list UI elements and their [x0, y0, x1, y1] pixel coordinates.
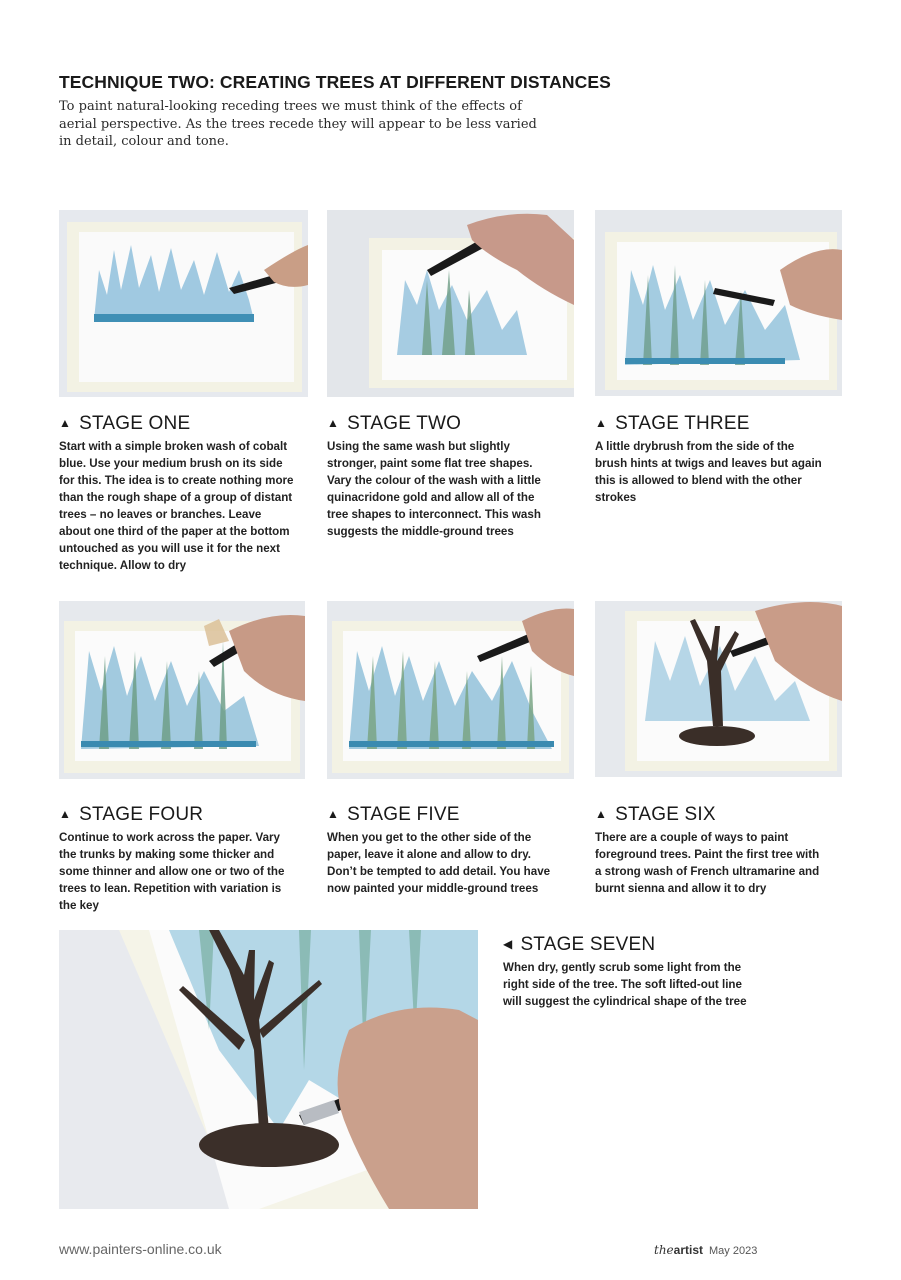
- triangle-up-icon: ▲: [59, 416, 72, 430]
- stage-two-text: Using the same wash but slightly stronger, paint some flat tree shapes. Vary the colour of the wash with a little quinacridone gold and allow all of the tree shapes to interconnect. This wash suggests the middle-ground trees: [327, 440, 541, 538]
- stage-four-text: Continue to work across the paper. Vary the trunks by making some thicker and some thinner and allow one or two of the trees to lean. Repetition with variation is the key: [59, 831, 285, 912]
- stage-six-caption: [595, 804, 823, 897]
- stage-four-heading: [59, 804, 294, 826]
- stage-six-photo: [595, 601, 842, 777]
- intro-paragraph: To paint natural-looking receding trees we must think of the effects of aerial perspective. As the trees recede they will appear to be less varied in detail, colour and tone.: [59, 99, 537, 149]
- logo-the: the: [654, 1243, 674, 1257]
- stage-seven-heading: [503, 934, 753, 956]
- stage-three-title: STAGE THREE: [615, 413, 750, 434]
- triangle-up-icon: ▲: [595, 807, 608, 821]
- stage-seven-title: STAGE SEVEN: [520, 934, 656, 955]
- stage-five-heading: [327, 804, 555, 826]
- footer-website-link[interactable]: www.painters-online.co.uk: [59, 1241, 222, 1257]
- stage-five-title: STAGE FIVE: [347, 804, 460, 825]
- stage-two-title: STAGE TWO: [347, 413, 462, 434]
- stage-five-photo: [327, 601, 574, 779]
- magazine-logo: [654, 1243, 703, 1257]
- triangle-up-icon: ▲: [59, 807, 72, 821]
- stage-seven-photo: [59, 930, 478, 1209]
- stage-five-caption: [327, 804, 555, 897]
- stage-seven-caption: [503, 934, 753, 1010]
- stage-two-heading: [327, 413, 555, 435]
- stage-four-caption: [59, 804, 294, 914]
- stage-three-caption: [595, 413, 823, 506]
- triangle-left-icon: ◀: [503, 937, 513, 951]
- stage-one-title: STAGE ONE: [79, 413, 191, 434]
- stage-seven-text: When dry, gently scrub some light from the right side of the tree. The soft lifted-out line will suggest the cylindrical shape of the tree: [503, 961, 747, 1008]
- stage-one-text: Start with a simple broken wash of cobalt blue. Use your medium brush on its side for this. The idea is to create nothing more than the rough shape of a group of distant trees – no leaves or branches. Leave about one third of the paper at the bottom untouched as you will use it for the next technique. Allow to dry: [59, 440, 294, 572]
- stage-five-text: When you get to the other side of the paper, leave it alone and allow to dry. Don’t be tempted to add detail. You have now painted your middle-ground trees: [327, 831, 551, 895]
- triangle-up-icon: ▲: [327, 807, 340, 821]
- stage-six-heading: [595, 804, 823, 826]
- triangle-up-icon: ▲: [327, 416, 340, 430]
- stage-four-title: STAGE FOUR: [79, 804, 204, 825]
- stage-one-photo: [59, 210, 308, 397]
- logo-artist: artist: [673, 1243, 703, 1257]
- stage-four-photo: [59, 601, 305, 779]
- stage-six-text: There are a couple of ways to paint foreground trees. Paint the first tree with a strong wash of French ultramarine and burnt sienna and allow it to dry: [595, 831, 820, 895]
- footer-issue: [654, 1243, 757, 1257]
- page-title: TECHNIQUE TWO: CREATING TREES AT DIFFERENT DISTANCES: [59, 72, 611, 92]
- stage-six-title: STAGE SIX: [615, 804, 716, 825]
- stage-three-photo: [595, 210, 842, 396]
- stage-three-text: A little drybrush from the side of the brush hints at twigs and leaves but again this is allowed to blend with the other strokes: [595, 440, 822, 504]
- issue-date: May 2023: [709, 1245, 758, 1257]
- stage-one-caption: [59, 413, 294, 574]
- stage-three-heading: [595, 413, 823, 435]
- stage-two-photo: [327, 210, 574, 397]
- stage-one-heading: [59, 413, 294, 435]
- triangle-up-icon: ▲: [595, 416, 608, 430]
- stage-two-caption: [327, 413, 555, 540]
